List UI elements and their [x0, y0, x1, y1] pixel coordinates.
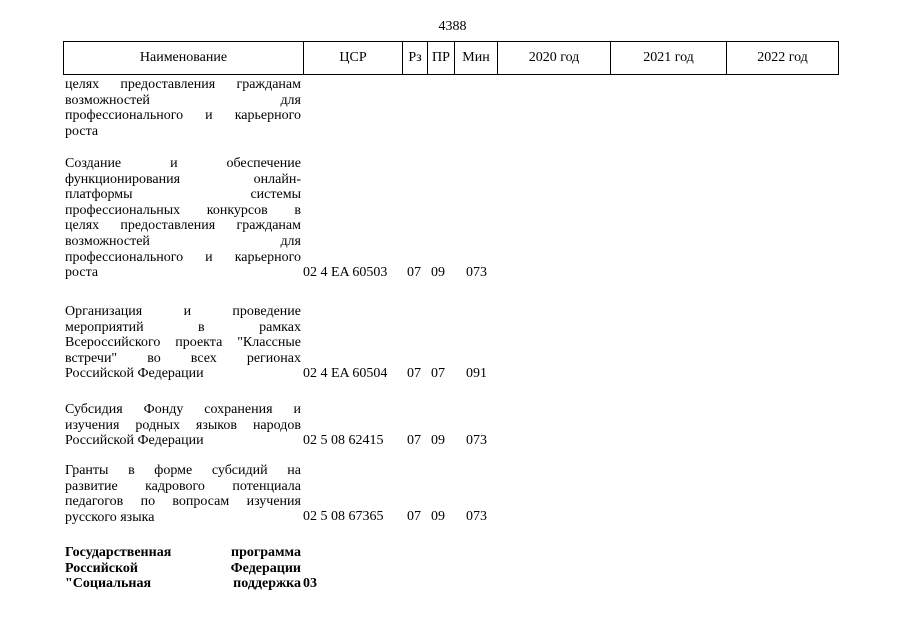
column-header-2020: 2020 год: [497, 42, 610, 74]
cell-pr: 09: [431, 509, 445, 525]
cell-min: 073: [466, 432, 487, 448]
column-header-name: Наименование: [139, 50, 228, 65]
cell-pr: 07: [431, 365, 445, 381]
cell-csr: 02 5 08 62415: [303, 432, 384, 448]
column-header-2021: 2021 год: [610, 42, 726, 74]
row-name: [65, 402, 301, 449]
row-name-line: возможностей для: [65, 233, 301, 249]
row-name-line: возможностей для: [65, 92, 301, 108]
row-name-line: профессиональных конкурсов в: [65, 202, 301, 218]
column-header-pr: ПР: [427, 42, 454, 74]
row-name-line: профессионального и карьерного: [65, 249, 301, 265]
column-header-2022: 2022 год: [726, 42, 838, 74]
cell-rz: 07: [407, 365, 421, 381]
row-name-line: развитие кадрового потенциала: [65, 478, 301, 494]
row-name: [65, 463, 301, 525]
table-header: [63, 41, 839, 75]
row-name-line: Российской Федерации: [65, 366, 204, 382]
row-name-line: русского языка: [65, 509, 155, 525]
row-name-line: Российской Федерации: [65, 560, 301, 576]
row-name-line: мероприятий в рамках: [65, 319, 301, 335]
row-name-line: Всероссийского проекта "Классные: [65, 335, 301, 351]
cell-csr: 02 5 08 67365: [303, 509, 384, 525]
row-name-line: Государственная программа: [65, 545, 301, 560]
row-name-line: встречи" во всех регионах: [65, 350, 301, 366]
cell-rz: 07: [407, 432, 421, 448]
row-name-line: Гранты в форме субсидий на: [65, 463, 301, 478]
row-name: [65, 77, 301, 139]
row-name-line: педагогов по вопросам изучения: [65, 494, 301, 510]
row-name-line: функционирования онлайн-: [65, 171, 301, 187]
cell-min: 073: [466, 509, 487, 525]
cell-csr: 02 4 EA 60503: [303, 264, 388, 280]
row-name-line: профессионального и карьерного: [65, 108, 301, 124]
row-name-line: целях предоставления гражданам: [65, 218, 301, 234]
row-name: [65, 304, 301, 382]
row-name-line: Организация и проведение: [65, 304, 301, 319]
row-name-line: Российской Федерации: [65, 433, 204, 449]
cell-min: 091: [466, 365, 487, 381]
column-header-rz: Рз: [402, 42, 427, 74]
row-name: [65, 545, 301, 592]
cell-csr: 02 4 EA 60504: [303, 365, 388, 381]
row-name-line: Субсидия Фонду сохранения и: [65, 402, 301, 417]
cell-min: 073: [466, 264, 487, 280]
cell-rz: 07: [407, 264, 421, 280]
row-name: [65, 156, 301, 281]
row-name-line: роста: [65, 265, 99, 281]
cell-pr: 09: [431, 432, 445, 448]
row-name-line: целях предоставления гражданам: [65, 77, 301, 92]
row-name-line: изучения родных языков народов: [65, 417, 301, 433]
column-header-csr: ЦСР: [303, 42, 402, 74]
column-header-min: Мин: [454, 42, 497, 74]
row-name-line: роста: [65, 123, 99, 139]
cell-csr: 03: [303, 575, 317, 591]
cell-pr: 09: [431, 264, 445, 280]
cell-rz: 07: [407, 509, 421, 525]
row-name-line: платформы системы: [65, 187, 301, 203]
row-name-line: "Социальная поддержка: [65, 576, 301, 592]
row-name-line: Создание и обеспечение: [65, 156, 301, 171]
page-number: 4388: [438, 19, 467, 34]
